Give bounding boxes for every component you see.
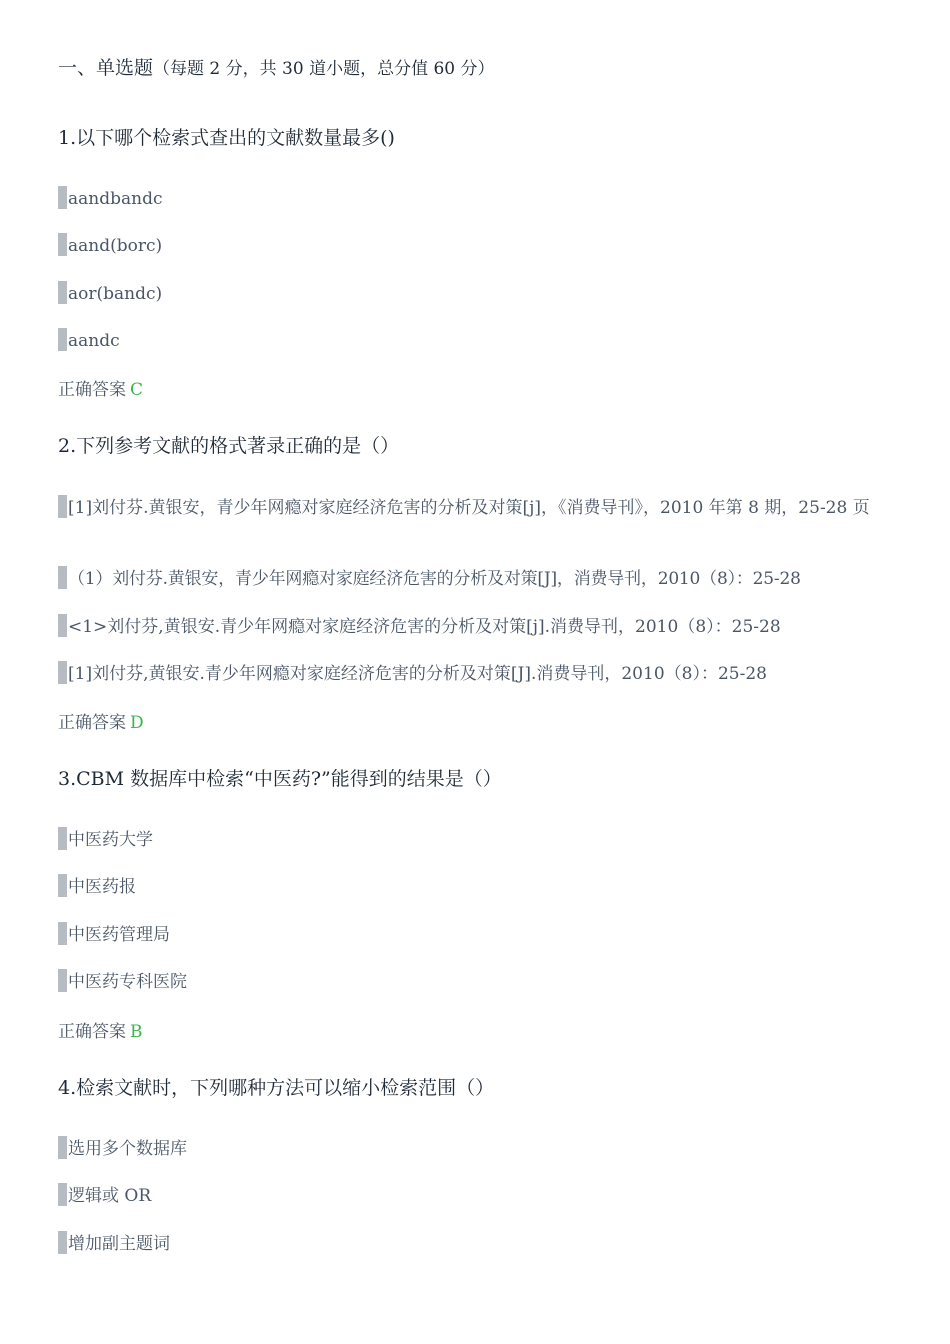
option-marker [58,969,67,992]
option-item[interactable] [58,186,918,211]
option-marker [58,1231,67,1254]
option-text: aandc [68,331,120,351]
option-text: （1）刘付芬.黄银安，青少年网瘾对家庭经济危害的分析及对策[J]，消费导刊，2010（8）：25-28 [68,569,801,589]
option-text: 中医药报 [68,877,136,897]
option-marker [58,328,67,351]
option-text: 逻辑或 OR [68,1186,152,1206]
section-note: （每题 2 分，共 30 道小题，总分值 60 分） [153,59,495,79]
answer-label: 正确答案 [58,713,126,733]
option-item[interactable] [58,661,918,686]
option-item[interactable] [58,922,918,947]
option-item[interactable] [58,1231,918,1256]
option-text: 中医药管理局 [68,925,170,945]
answer-label: 正确答案 [58,380,126,400]
option-item[interactable] [58,1183,918,1208]
option-marker [58,661,67,684]
option-item[interactable] [58,614,918,639]
option-text: 中医药大学 [68,830,153,850]
option-marker [58,1136,67,1159]
correct-answer [58,1017,143,1042]
option-text: aor(bandc) [68,284,163,304]
correct-answer [58,708,144,733]
question-title: 3.CBM 数据库中检索“中医药?”能得到的结果是（） [58,768,502,790]
option-item[interactable] [58,281,918,306]
option-marker [58,566,67,589]
option-item[interactable] [58,566,918,591]
section-heading [58,53,495,80]
option-marker [58,1183,67,1206]
option-text: <1>刘付芬,黄银安.青少年网瘾对家庭经济危害的分析及对策[j].消费导刊，2010（8）：25-28 [68,617,781,637]
option-text: 中医药专科医院 [68,972,187,992]
option-marker [58,281,67,304]
option-item[interactable] [58,328,918,353]
option-text: aand(borc) [68,236,163,256]
question-title: 4.检索文献时，下列哪种方法可以缩小检索范围（） [58,1077,495,1099]
answer-letter: C [130,380,144,400]
option-text: 增加副主题词 [68,1234,170,1254]
option-text: [1]刘付芬,黄银安.青少年网瘾对家庭经济危害的分析及对策[J].消费导刊，2010（8）：25-28 [68,664,767,684]
option-item[interactable] [58,495,918,520]
option-text: 选用多个数据库 [68,1139,187,1159]
question-title: 1.以下哪个检索式查出的文献数量最多() [58,127,395,149]
option-item[interactable] [58,1136,918,1161]
correct-answer [58,375,143,400]
option-marker [58,233,67,256]
option-marker [58,495,67,518]
answer-letter: D [130,713,144,733]
option-item[interactable] [58,233,918,258]
option-text: aandbandc [68,189,163,209]
answer-letter: B [130,1022,143,1042]
option-text: [1]刘付芬.黄银安，青少年网瘾对家庭经济危害的分析及对策[j]，《消费导刊》，2010 年第 8 期，25-28 页 [68,498,870,518]
option-marker [58,874,67,897]
option-item[interactable] [58,969,918,994]
option-marker [58,922,67,945]
section-title: 一、单选题 [58,57,154,79]
answer-label: 正确答案 [58,1022,126,1042]
option-item[interactable] [58,874,918,899]
option-item[interactable] [58,827,918,852]
option-marker [58,614,67,637]
question-title: 2.下列参考文献的格式著录正确的是（） [58,435,400,457]
option-marker [58,827,67,850]
option-marker [58,186,67,209]
